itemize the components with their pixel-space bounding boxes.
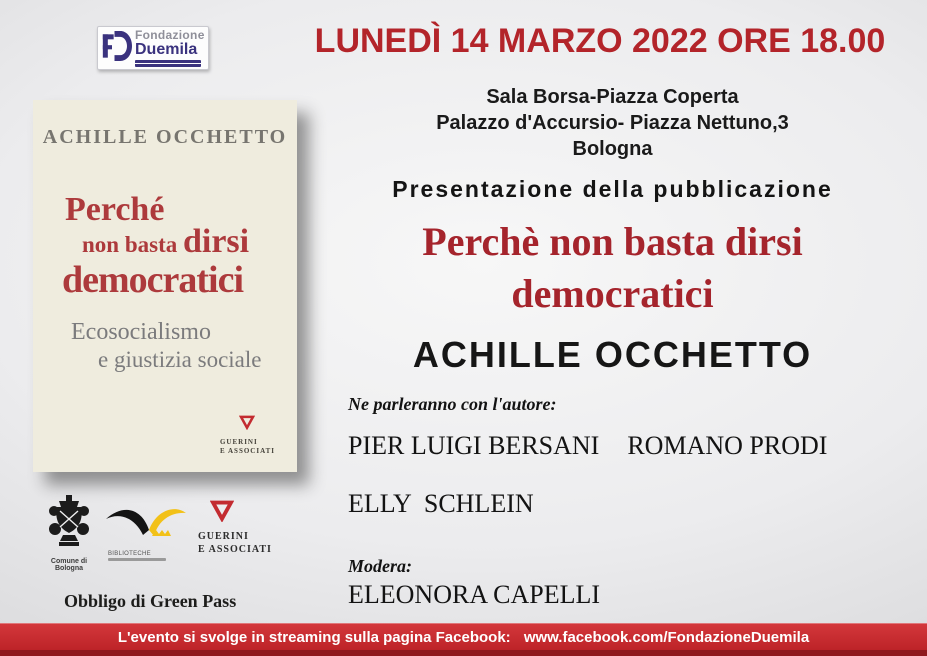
book-cover [33, 100, 297, 472]
cover-title-line2 [82, 225, 297, 259]
biblioteche-bologna-logo [102, 503, 188, 561]
fondazione-duemila-logo [97, 26, 209, 70]
venue-block [330, 84, 895, 162]
comune-caption: Comune di Bologna [50, 558, 88, 572]
streaming-label: L'evento si svolge in streaming sulla pagina Facebook: [117, 628, 515, 646]
biblioteche-caption [108, 551, 188, 561]
venue-line: Bologna [572, 138, 653, 160]
fd-monogram-icon [102, 29, 132, 68]
comune-di-bologna-logo [38, 495, 100, 572]
cover-title [33, 193, 297, 299]
book-title-heading [330, 216, 895, 320]
cover-subtitle-line1: Ecosocialismo [71, 319, 211, 345]
cover-title-line2-small: non basta [82, 232, 183, 257]
book-title-line2: democratici [511, 271, 714, 316]
cover-publisher-line1: GUERINI [219, 437, 258, 446]
fd-logo-line1: Fondazione [135, 28, 205, 42]
guerini-logo-text [198, 531, 272, 556]
moderator-label: Modera: [348, 556, 412, 576]
guerini-logo-line1: GUERINI [198, 531, 249, 542]
guerini-triangle-icon [239, 415, 255, 435]
venue-line: Palazzo d'Accursio- Piazza Nettuno,3 [436, 112, 789, 134]
fd-logo-text [135, 29, 205, 67]
author-name-heading: ACHILLE OCCHETTO [412, 334, 813, 375]
speaker-name: PIER LUIGI BERSANI [348, 431, 600, 460]
fd-logo-line2: Duemila [135, 41, 198, 58]
cover-publisher-logo [220, 415, 275, 456]
moderator-name: ELEONORA CAPELLI [348, 580, 601, 609]
speakers-block [348, 394, 888, 519]
cover-subtitle-line2: e giustizia sociale [98, 346, 262, 372]
streaming-info-bar [0, 623, 927, 656]
biblioteche-caption-text: BIBLIOTECHE [108, 551, 151, 557]
guerini-triangle-icon [210, 500, 234, 527]
event-datetime-banner: LUNEDÌ 14 MARZO 2022 ORE 18.00 [314, 22, 886, 60]
facebook-url: www.facebook.com/FondazioneDuemila [523, 628, 810, 646]
cover-subtitle [33, 319, 297, 373]
comune-coat-of-arms-icon [45, 538, 93, 555]
speaker-name: ELLY SCHLEIN [348, 489, 534, 518]
cover-publisher-text [220, 438, 275, 456]
speakers-label: Ne parleranno con l'autore: [348, 394, 557, 414]
cover-title-line3: democratici [62, 259, 244, 301]
guerini-associati-logo [198, 500, 272, 556]
fd-logo-tagline-strip [135, 60, 201, 67]
biblioteche-swoosh-icon [102, 532, 188, 549]
presentation-kicker: Presentazione della pubblicazione [392, 176, 833, 202]
speaker-name: ROMANO PRODI [627, 431, 828, 460]
cover-title-line1: Perché [65, 191, 165, 228]
venue-line: Sala Borsa-Piazza Coperta [486, 86, 739, 108]
cover-publisher-line2: E ASSOCIATI [219, 446, 275, 455]
biblioteche-caption-strip [108, 558, 166, 561]
speakers-row [348, 431, 888, 461]
book-title-line1: Perchè non basta dirsi [422, 219, 803, 264]
green-pass-note: Obbligo di Green Pass [64, 591, 237, 611]
guerini-logo-line2: E ASSOCIATI [198, 543, 272, 555]
cover-title-line2-large: dirsi [182, 223, 250, 260]
cover-author: ACHILLE OCCHETTO [42, 126, 288, 148]
